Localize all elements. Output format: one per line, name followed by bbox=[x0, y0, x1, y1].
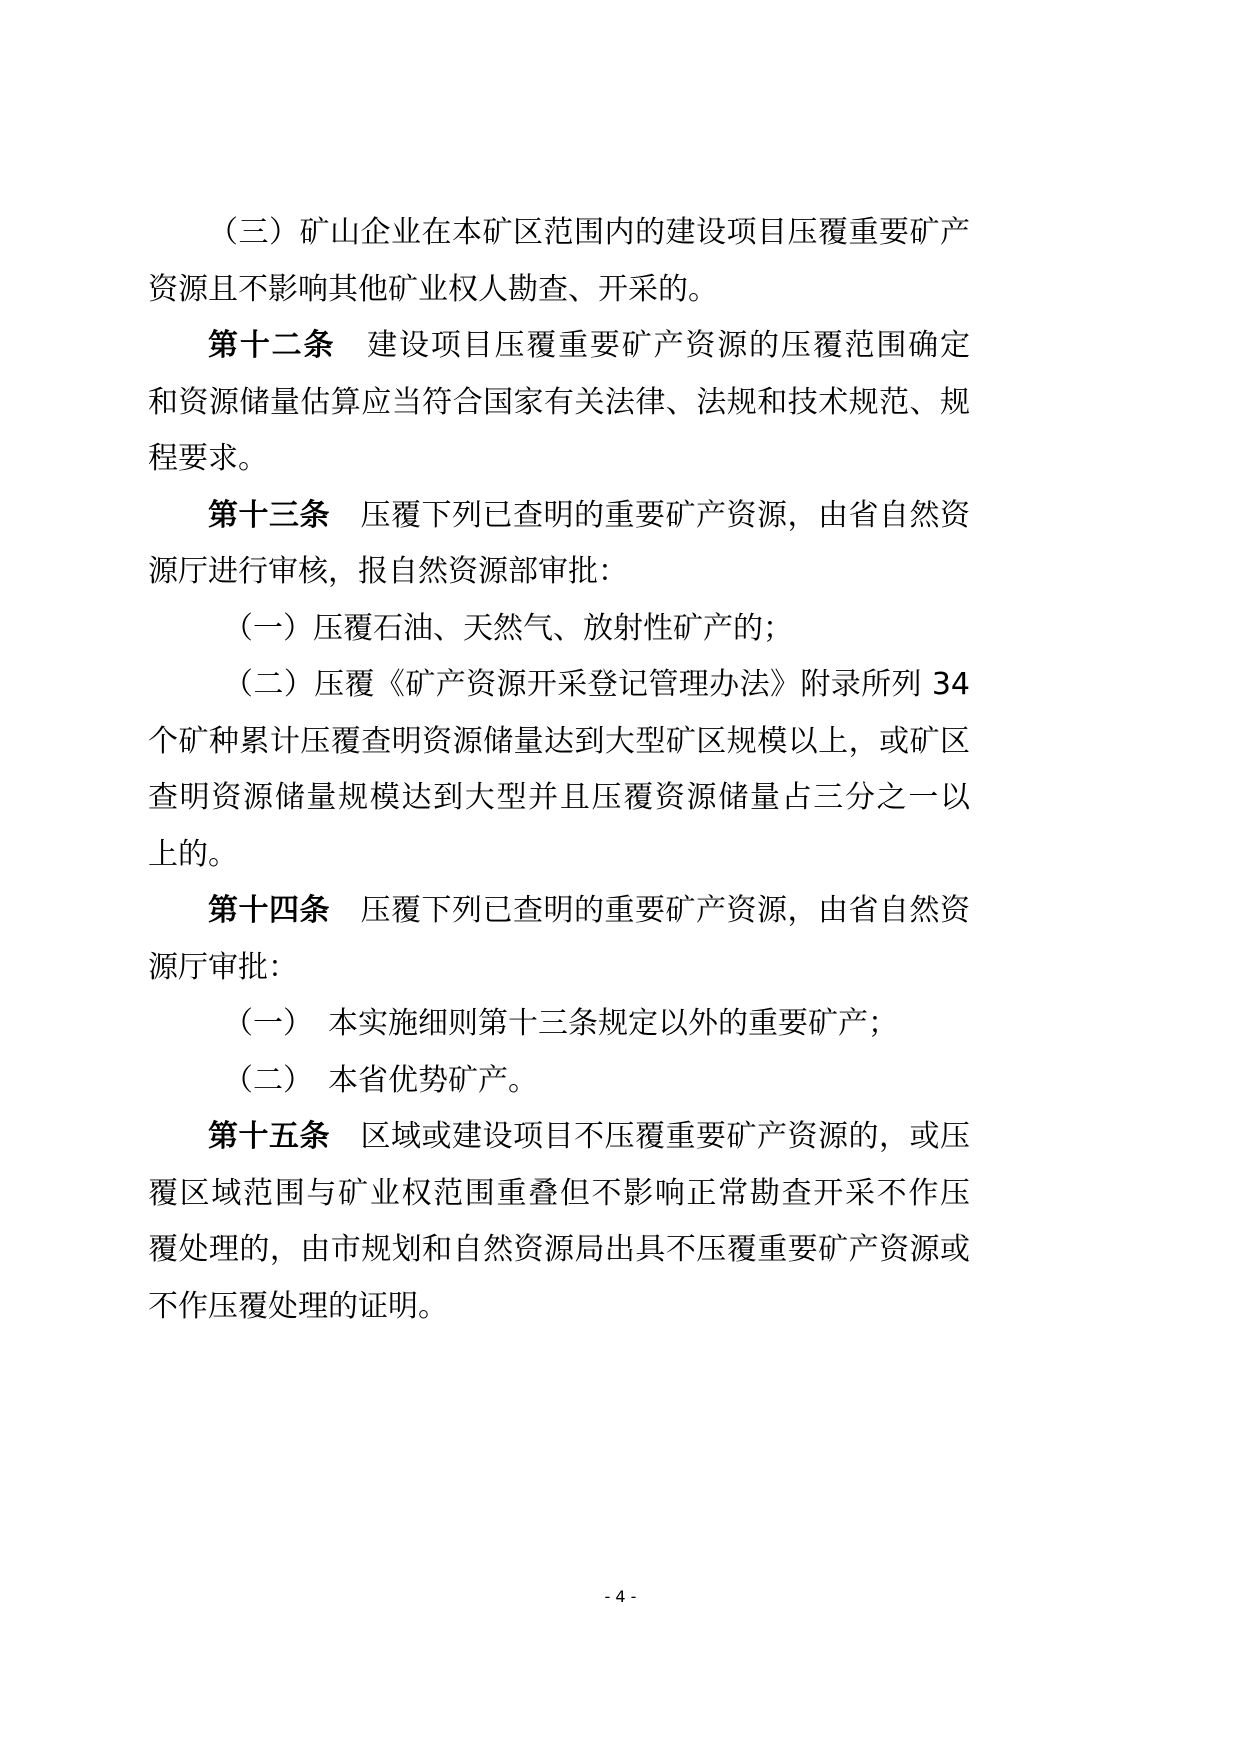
paragraph-line: 查明资源储量规模达到大型并且压覆资源储量占三分之一以 bbox=[148, 780, 970, 815]
paragraph-line: 上的。 bbox=[148, 836, 238, 872]
article-heading: 第十五条 bbox=[208, 1119, 330, 1154]
paragraph-line: 资源且不影响其他矿业权人勘查、开采的。 bbox=[148, 271, 718, 307]
list-item: （二） 本省优势矿产。 bbox=[223, 1062, 538, 1098]
article-14-line bbox=[148, 883, 970, 940]
article-heading: 第十二条 bbox=[208, 328, 336, 363]
article-text: 压覆下列已查明的重要矿产资源，由省自然资 bbox=[360, 497, 970, 533]
article-heading: 第十三条 bbox=[208, 497, 330, 533]
paragraph-line: 源厅审批： bbox=[148, 949, 298, 985]
article-text: 建设项目压覆重要矿产资源的压覆范围确定 bbox=[365, 328, 971, 363]
list-item: （一）压覆石油、天然气、放射性矿产的； bbox=[223, 610, 793, 646]
paragraph-line: 覆区域范围与矿业权范围重叠但不影响正常勘查开采不作压 bbox=[148, 1175, 970, 1211]
article-heading: 第十四条 bbox=[208, 893, 330, 928]
paragraph-line: 覆处理的，由市规划和自然资源局出具不压覆重要矿产资源或 bbox=[148, 1232, 970, 1267]
paragraph-line: 和资源储量估算应当符合国家有关法律、法规和技术规范、规 bbox=[148, 384, 970, 420]
article-text: 压覆下列已查明的重要矿产资源，由省自然资 bbox=[360, 893, 970, 928]
paragraph-line: 个矿种累计压覆查明资源储量达到大型矿区规模以上，或矿区 bbox=[148, 723, 970, 759]
list-item: （一） 本实施细则第十三条规定以外的重要矿产； bbox=[223, 1006, 898, 1041]
paragraph-line: 源厅进行审核，报自然资源部审批： bbox=[148, 554, 628, 589]
paragraph-line: （三）矿山企业在本矿区范围内的建设项目压覆重要矿产 bbox=[208, 215, 970, 250]
article-12-line bbox=[148, 318, 970, 375]
paragraph-line: 不作压覆处理的证明。 bbox=[148, 1288, 448, 1324]
list-item: （二）压覆《矿产资源开采登记管理办法》附录所列 34 bbox=[223, 667, 970, 702]
article-13-line bbox=[148, 488, 970, 545]
paragraph-line: 程要求。 bbox=[148, 441, 268, 476]
document-body bbox=[148, 205, 970, 1335]
page-number: - 4 - bbox=[604, 1587, 637, 1606]
article-15-line bbox=[148, 1109, 970, 1166]
article-text: 区域或建设项目不压覆重要矿产资源的，或压 bbox=[360, 1119, 970, 1154]
